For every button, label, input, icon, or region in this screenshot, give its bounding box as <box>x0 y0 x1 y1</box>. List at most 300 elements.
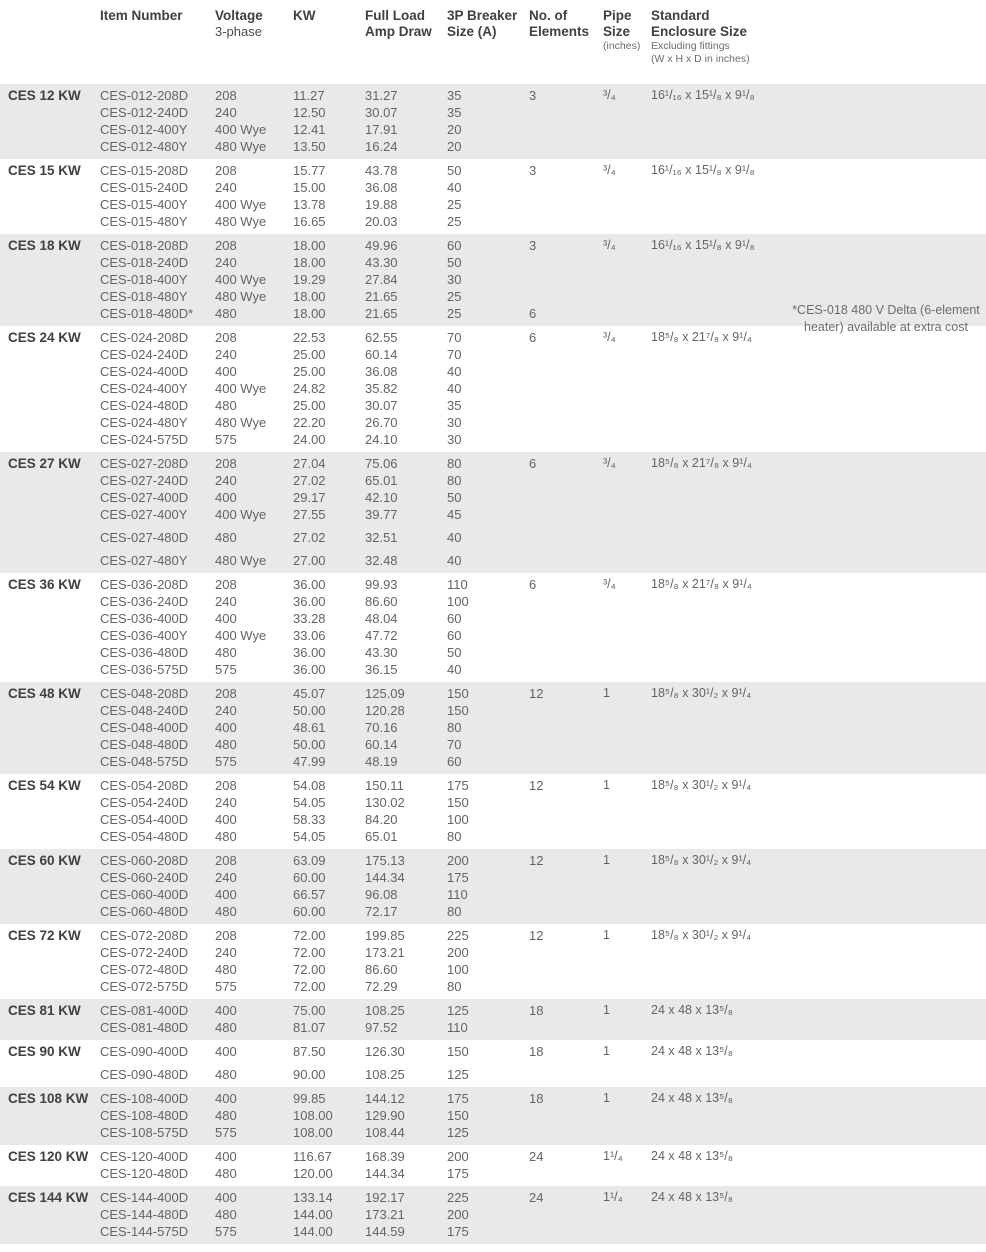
group-label: CES 24 KW <box>8 330 81 345</box>
kw: 18.00 <box>293 238 326 253</box>
table-row <box>0 179 775 196</box>
table-row <box>0 794 775 811</box>
voltage: 575 <box>215 1125 237 1140</box>
voltage: 208 <box>215 330 237 345</box>
table-row <box>0 414 775 431</box>
item-number: CES-018-480D* <box>100 306 194 321</box>
table-row <box>0 104 775 121</box>
kw: 60.00 <box>293 904 326 919</box>
pipe-size <box>603 627 651 644</box>
elements <box>529 213 603 230</box>
group-label <box>0 1223 100 1240</box>
enclosure-size <box>651 1124 775 1141</box>
footnote-ces-018 <box>786 302 986 336</box>
table-row <box>0 363 775 380</box>
item-number: CES-012-480Y <box>100 139 188 154</box>
kw: 22.20 <box>293 415 326 430</box>
item-number: CES-108-575D <box>100 1125 189 1140</box>
table-row <box>0 380 775 397</box>
amp-draw: 62.55 <box>365 330 398 345</box>
voltage: 480 <box>215 829 237 844</box>
kw: 12.50 <box>293 105 326 120</box>
table-row <box>0 753 775 770</box>
amp-draw: 144.34 <box>365 1166 405 1181</box>
amp-draw: 36.08 <box>365 180 398 195</box>
amp-draw: 65.01 <box>365 473 398 488</box>
breaker-size: 175 <box>447 1166 469 1181</box>
voltage: 480 <box>215 1207 237 1222</box>
breaker-size: 110 <box>447 577 468 592</box>
amp-draw: 99.93 <box>365 577 398 592</box>
group-label: CES 144 KW <box>8 1190 89 1205</box>
item-number: CES-120-480D <box>100 1166 189 1181</box>
voltage: 208 <box>215 577 237 592</box>
item-number: CES-081-480D <box>100 1020 189 1035</box>
enclosure-size <box>651 179 775 196</box>
amp-draw: 129.90 <box>365 1108 405 1123</box>
pipe-size <box>603 811 651 828</box>
pipe-size <box>603 196 651 213</box>
group-label <box>0 811 100 828</box>
table-row <box>0 397 775 414</box>
voltage: 480 <box>215 1067 237 1082</box>
voltage: 208 <box>215 456 237 471</box>
item-number: CES-048-400D <box>100 720 189 735</box>
breaker-size: 150 <box>447 1044 469 1059</box>
table-row <box>0 254 775 271</box>
item-number: CES-060-400D <box>100 887 189 902</box>
kw: 24.00 <box>293 432 326 447</box>
kw: 108.00 <box>293 1125 333 1140</box>
elements <box>529 196 603 213</box>
pipe-size <box>603 1206 651 1223</box>
voltage: 480 Wye <box>215 289 267 304</box>
group-label <box>0 179 100 196</box>
amp-draw: 65.01 <box>365 829 398 844</box>
breaker-size: 80 <box>447 473 462 488</box>
elements: 12 <box>529 853 544 868</box>
pipe-size: 1 <box>603 778 610 792</box>
group-label <box>0 903 100 920</box>
item-number: CES-024-208D <box>100 330 189 345</box>
breaker-size: 110 <box>447 887 468 902</box>
kw: 54.05 <box>293 829 326 844</box>
item-number: CES-036-240D <box>100 594 189 609</box>
group-label <box>0 1107 100 1124</box>
voltage: 208 <box>215 778 237 793</box>
amp-draw: 48.04 <box>365 611 398 626</box>
elements <box>529 489 603 506</box>
group-ces-15-kw <box>0 159 986 234</box>
group-label: CES 54 KW <box>8 778 81 793</box>
pipe-size <box>603 736 651 753</box>
table-row <box>0 271 775 288</box>
item-number: CES-027-480D <box>100 530 189 545</box>
enclosure-size <box>651 271 775 288</box>
breaker-size: 200 <box>447 1149 469 1164</box>
pipe-size <box>603 1124 651 1141</box>
enclosure-size: 16¹/₁₆ x 15¹/₈ x 9¹/₈ <box>651 163 755 177</box>
enclosure-size <box>651 380 775 397</box>
elements: 18 <box>529 1003 544 1018</box>
elements <box>529 978 603 995</box>
item-number: CES-048-240D <box>100 703 189 718</box>
group-label <box>0 254 100 271</box>
enclosure-size <box>651 869 775 886</box>
elements <box>529 811 603 828</box>
kw: 72.00 <box>293 979 326 994</box>
amp-draw: 199.85 <box>365 928 405 943</box>
pipe-size: 1 <box>603 928 610 942</box>
enclosure-size <box>651 593 775 610</box>
kw: 54.08 <box>293 778 326 793</box>
kw: 11.27 <box>293 88 325 103</box>
breaker-size: 35 <box>447 88 462 103</box>
breaker-size: 200 <box>447 945 469 960</box>
enclosure-size <box>651 903 775 920</box>
voltage: 240 <box>215 703 237 718</box>
table-row <box>0 138 775 155</box>
kw: 25.00 <box>293 398 326 413</box>
elements <box>529 414 603 431</box>
item-number: CES-036-575D <box>100 662 189 677</box>
kw: 81.07 <box>293 1020 326 1035</box>
kw: 50.00 <box>293 703 326 718</box>
kw: 72.00 <box>293 945 326 960</box>
table-row <box>0 1189 775 1206</box>
kw: 33.28 <box>293 611 326 626</box>
amp-draw: 108.25 <box>365 1003 405 1018</box>
item-number: CES-036-208D <box>100 577 189 592</box>
group-label <box>0 552 100 569</box>
voltage: 400 Wye <box>215 628 267 643</box>
voltage: 575 <box>215 754 237 769</box>
table-row <box>0 927 775 944</box>
enclosure-size: 24 x 48 x 13⁵/₈ <box>651 1091 733 1105</box>
voltage: 575 <box>215 432 237 447</box>
voltage: 400 <box>215 887 237 902</box>
enclosure-size: 24 x 48 x 13⁵/₈ <box>651 1149 733 1163</box>
table-row <box>0 685 775 702</box>
item-number: CES-024-400Y <box>100 381 188 396</box>
group-ces-54-kw <box>0 774 986 849</box>
pipe-size <box>603 363 651 380</box>
enclosure-size <box>651 1107 775 1124</box>
voltage: 240 <box>215 795 237 810</box>
kw: 72.00 <box>293 962 326 977</box>
enclosure-size <box>651 213 775 230</box>
group-label <box>0 828 100 845</box>
enclosure-size <box>651 489 775 506</box>
pipe-size <box>603 414 651 431</box>
pipe-size: ³/₄ <box>603 88 616 102</box>
amp-draw: 24.10 <box>365 432 398 447</box>
enclosure-size <box>651 196 775 213</box>
table-row <box>0 506 775 523</box>
enclosure-size <box>651 702 775 719</box>
elements <box>529 961 603 978</box>
enclosure-size <box>651 978 775 995</box>
enclosure-size: 16¹/₁₆ x 15¹/₈ x 9¹/₈ <box>651 238 755 252</box>
amp-draw: 130.02 <box>365 795 405 810</box>
item-number: CES-024-575D <box>100 432 189 447</box>
kw: 47.99 <box>293 754 326 769</box>
kw: 144.00 <box>293 1224 333 1239</box>
item-number: CES-054-240D <box>100 795 189 810</box>
voltage: 400 <box>215 1190 237 1205</box>
elements <box>529 1019 603 1036</box>
amp-draw: 192.17 <box>365 1190 405 1205</box>
item-number: CES-027-480Y <box>100 553 188 568</box>
breaker-size: 150 <box>447 703 469 718</box>
breaker-size: 125 <box>447 1003 469 1018</box>
amp-draw: 32.48 <box>365 553 398 568</box>
pipe-size <box>603 271 651 288</box>
breaker-size: 110 <box>447 1020 468 1035</box>
table-row <box>0 1002 775 1019</box>
kw: 90.00 <box>293 1067 326 1082</box>
elements <box>529 380 603 397</box>
enclosure-size <box>651 1165 775 1182</box>
item-number: CES-048-208D <box>100 686 189 701</box>
breaker-size: 30 <box>447 272 462 287</box>
group-label <box>0 702 100 719</box>
table-row <box>0 1107 775 1124</box>
kw: 36.00 <box>293 577 326 592</box>
group-label: CES 81 KW <box>8 1003 81 1018</box>
col-header-label: KW <box>293 8 316 23</box>
amp-draw: 60.14 <box>365 347 398 362</box>
table-row <box>0 329 775 346</box>
item-number: CES-072-208D <box>100 928 189 943</box>
elements <box>529 1124 603 1141</box>
enclosure-size <box>651 644 775 661</box>
item-number: CES-048-480D <box>100 737 189 752</box>
enclosure-size <box>651 610 775 627</box>
amp-draw: 108.25 <box>365 1067 405 1082</box>
elements: 3 <box>529 238 537 253</box>
amp-draw: 86.60 <box>365 962 398 977</box>
group-ces-27-kw <box>0 452 986 573</box>
amp-draw: 39.77 <box>365 507 398 522</box>
item-number: CES-054-480D <box>100 829 189 844</box>
group-ces-60-kw <box>0 849 986 924</box>
pipe-size <box>603 944 651 961</box>
voltage: 240 <box>215 870 237 885</box>
enclosure-size <box>651 1223 775 1240</box>
voltage: 575 <box>215 662 237 677</box>
item-number: CES-108-400D <box>100 1091 189 1106</box>
item-number: CES-012-208D <box>100 88 189 103</box>
enclosure-size <box>651 305 775 322</box>
group-label <box>0 1019 100 1036</box>
voltage: 480 <box>215 306 237 321</box>
table-row <box>0 1165 775 1182</box>
kw: 50.00 <box>293 737 326 752</box>
item-number: CES-144-400D <box>100 1190 189 1205</box>
group-label <box>0 1066 100 1083</box>
col-header-voltage <box>215 8 293 84</box>
elements <box>529 627 603 644</box>
item-number: CES-072-575D <box>100 979 189 994</box>
enclosure-size <box>651 552 775 569</box>
group-label: CES 12 KW <box>8 88 81 103</box>
breaker-size: 50 <box>447 645 462 660</box>
table-row <box>0 489 775 506</box>
pipe-size: ³/₄ <box>603 238 616 252</box>
table-row <box>0 610 775 627</box>
enclosure-size: 18⁵/₈ x 30¹/₂ x 9¹/₄ <box>651 853 752 867</box>
breaker-size: 40 <box>447 553 462 568</box>
item-number: CES-018-480Y <box>100 289 188 304</box>
item-number: CES-072-480D <box>100 962 189 977</box>
enclosure-size <box>651 811 775 828</box>
col-header-label: Pipe <box>603 8 632 23</box>
kw: 99.85 <box>293 1091 326 1106</box>
voltage: 400 <box>215 364 237 379</box>
group-label <box>0 138 100 155</box>
group-label <box>0 288 100 305</box>
elements <box>529 288 603 305</box>
col-header-item-number <box>100 8 215 84</box>
amp-draw: 49.96 <box>365 238 398 253</box>
table-row <box>0 1148 775 1165</box>
group-label <box>0 1165 100 1182</box>
kw: 36.00 <box>293 645 326 660</box>
voltage: 480 <box>215 1020 237 1035</box>
voltage: 400 <box>215 1091 237 1106</box>
pipe-size <box>603 288 651 305</box>
item-number: CES-072-240D <box>100 945 189 960</box>
amp-draw: 21.65 <box>365 306 398 321</box>
table-row <box>0 529 775 546</box>
kw: 22.53 <box>293 330 326 345</box>
kw: 25.00 <box>293 347 326 362</box>
voltage: 575 <box>215 979 237 994</box>
table-row <box>0 305 775 322</box>
elements <box>529 104 603 121</box>
kw: 15.77 <box>293 163 326 178</box>
pipe-size: ³/₄ <box>603 577 616 591</box>
breaker-size: 80 <box>447 979 462 994</box>
breaker-size: 80 <box>447 829 462 844</box>
enclosure-size <box>651 736 775 753</box>
kw: 36.00 <box>293 594 326 609</box>
group-ces-12-kw <box>0 84 986 159</box>
table-row <box>0 1043 775 1060</box>
elements: 18 <box>529 1091 544 1106</box>
pipe-size <box>603 254 651 271</box>
elements <box>529 886 603 903</box>
amp-draw: 70.16 <box>365 720 398 735</box>
kw: 13.78 <box>293 197 326 212</box>
group-label <box>0 794 100 811</box>
breaker-size: 35 <box>447 398 462 413</box>
table-row <box>0 346 775 363</box>
elements <box>529 736 603 753</box>
breaker-size: 40 <box>447 364 462 379</box>
item-number: CES-024-240D <box>100 347 189 362</box>
item-number: CES-012-240D <box>100 105 189 120</box>
pipe-size <box>603 529 651 546</box>
group-label: CES 60 KW <box>8 853 81 868</box>
breaker-size: 70 <box>447 347 462 362</box>
col-header-label: Standard <box>651 8 710 23</box>
item-number: CES-015-400Y <box>100 197 188 212</box>
breaker-size: 100 <box>447 962 469 977</box>
voltage: 400 <box>215 812 237 827</box>
voltage: 240 <box>215 180 237 195</box>
elements <box>529 794 603 811</box>
col-header-full-load <box>365 8 447 84</box>
col-header-spacer <box>0 8 100 84</box>
breaker-size: 35 <box>447 105 462 120</box>
pipe-size: ³/₄ <box>603 163 616 177</box>
item-number: CES-054-400D <box>100 812 189 827</box>
breaker-size: 225 <box>447 1190 469 1205</box>
voltage: 240 <box>215 347 237 362</box>
group-label <box>0 380 100 397</box>
kw: 27.00 <box>293 553 326 568</box>
enclosure-size <box>651 961 775 978</box>
voltage: 480 <box>215 1166 237 1181</box>
amp-draw: 86.60 <box>365 594 398 609</box>
amp-draw: 32.51 <box>365 530 398 545</box>
enclosure-size <box>651 944 775 961</box>
amp-draw: 126.30 <box>365 1044 405 1059</box>
enclosure-size <box>651 363 775 380</box>
pipe-size <box>603 305 651 322</box>
group-label <box>0 489 100 506</box>
enclosure-size <box>651 719 775 736</box>
col-header-label: 3P Breaker <box>447 8 518 23</box>
enclosure-size <box>651 472 775 489</box>
kw: 63.09 <box>293 853 326 868</box>
col-header-sublabel: 3-phase <box>215 24 262 39</box>
col-header-label: Item Number <box>100 8 183 23</box>
elements: 18 <box>529 1044 544 1059</box>
col-header-label: Elements <box>529 24 590 39</box>
kw: 27.04 <box>293 456 326 471</box>
pipe-size: 1¹/₄ <box>603 1190 623 1204</box>
table-row <box>0 944 775 961</box>
table-row <box>0 903 775 920</box>
pipe-size <box>603 380 651 397</box>
enclosure-size: 24 x 48 x 13⁵/₈ <box>651 1003 733 1017</box>
item-number: CES-090-480D <box>100 1067 189 1082</box>
table-row <box>0 828 775 845</box>
group-ces-120-kw <box>0 1145 986 1186</box>
kw: 12.41 <box>293 122 326 137</box>
item-number: CES-027-400Y <box>100 507 188 522</box>
table-row <box>0 288 775 305</box>
amp-draw: 60.14 <box>365 737 398 752</box>
col-header-note: (W x H x D in inches) <box>651 53 750 65</box>
group-label: CES 27 KW <box>8 456 81 471</box>
item-number: CES-090-400D <box>100 1044 189 1059</box>
item-number: CES-018-400Y <box>100 272 188 287</box>
voltage: 400 <box>215 611 237 626</box>
item-number: CES-048-575D <box>100 754 189 769</box>
pipe-size: 1 <box>603 1044 610 1058</box>
pipe-size: 1 <box>603 1003 610 1017</box>
pipe-size: 1 <box>603 1091 610 1105</box>
pipe-size <box>603 1019 651 1036</box>
item-number: CES-120-400D <box>100 1149 189 1164</box>
group-label <box>0 978 100 995</box>
breaker-size: 80 <box>447 720 462 735</box>
elements <box>529 121 603 138</box>
